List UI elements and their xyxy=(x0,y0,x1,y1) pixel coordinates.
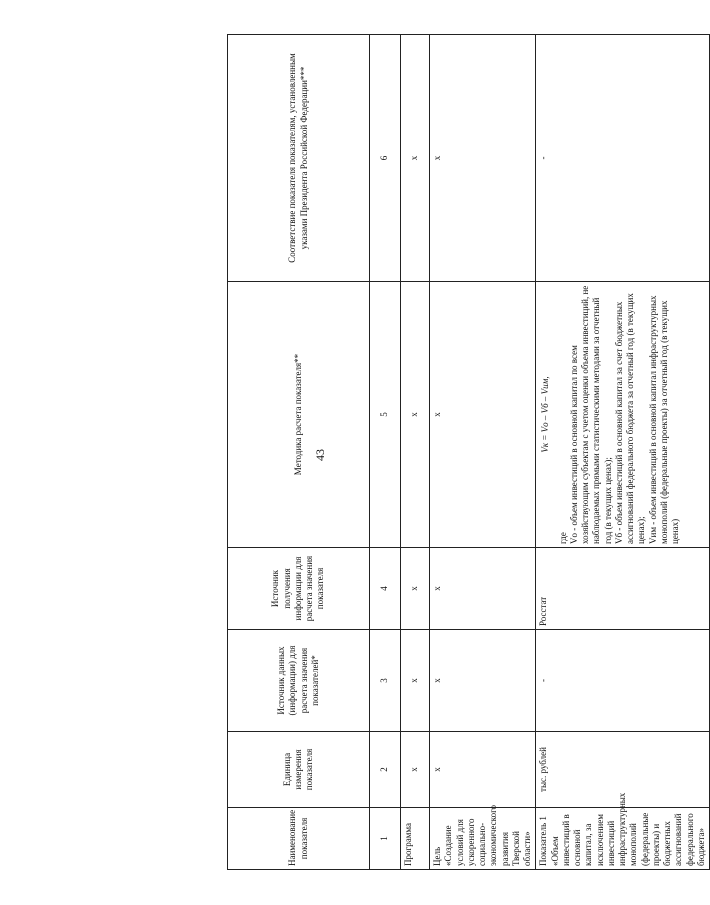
cell-method: х xyxy=(401,282,430,548)
cell-unit: х xyxy=(430,732,536,808)
table-row xyxy=(401,35,430,870)
header-name: Наименование показателя xyxy=(228,808,370,870)
formula-definition: Vим - объем инвестиций в основной капитал инфраструктурных монополий (федеральные проекты) за отчетный год (в текущих ценах) xyxy=(647,295,680,544)
header-row xyxy=(228,35,370,870)
header-match: Соответствие показателя показателям, установленным указами Президента Российской Федерации*** xyxy=(228,35,370,282)
cell-match: - xyxy=(536,35,710,282)
column-number: 5 xyxy=(370,282,401,548)
column-number: 1 xyxy=(370,808,401,870)
page-number: 43 xyxy=(313,449,327,461)
cell-info-source: х xyxy=(430,548,536,630)
header-source: Источник данных (информации) для расчета значения показателей* xyxy=(228,630,370,732)
column-number-row xyxy=(370,35,401,870)
formula-where: где xyxy=(557,532,568,544)
column-number: 3 xyxy=(370,630,401,732)
indicators-table xyxy=(227,34,710,870)
cell-match: х xyxy=(430,35,536,282)
formula: Vк = Vо – Vб – Vим, xyxy=(540,376,551,453)
column-number: 4 xyxy=(370,548,401,630)
cell-method: х xyxy=(430,282,536,548)
cell-name: Цель «Создание условий для ускоренного социально-экономического развития Тверской области» xyxy=(430,808,536,870)
cell-source: х xyxy=(430,630,536,732)
header-unit: Единица измерения показателя xyxy=(228,732,370,808)
cell-name: Программа xyxy=(401,808,430,870)
cell-method-detail xyxy=(536,282,710,548)
column-number: 6 xyxy=(370,35,401,282)
column-number: 2 xyxy=(370,732,401,808)
cell-source: х xyxy=(401,630,430,732)
cell-name: Показатель 1 «Объем инвестиций в основной капитал, за исключением инвестиций инфраструктурных монополий (федеральные проекты) и бюджетных ассигнований федерального бюджета» xyxy=(536,808,710,870)
cell-match: х xyxy=(401,35,430,282)
table-row xyxy=(536,35,710,870)
header-info-source: Источник получения информации для расчета значения показателя xyxy=(228,548,370,630)
formula-definition: Vб - объем инвестиций в основной капитал за счет бюджетных ассигнований федерального бюджета за отчетный год (в текущих ценах); xyxy=(613,293,647,544)
formula-definition: Vо - объем инвестиций в основной капитал по всем хозяйствующим субъектам с учетом оценки объема инвестиций, не наблюдаемых прямыми статистическими методами за отчетный год (в текущих ценах); xyxy=(568,285,613,544)
header-method: Методика расчета показателя** xyxy=(228,282,370,548)
rotated-table-frame xyxy=(227,35,706,870)
cell-info-source: х xyxy=(401,548,430,630)
table-row xyxy=(430,35,536,870)
cell-unit: х xyxy=(401,732,430,808)
cell-unit: тыс. рублей xyxy=(536,732,710,808)
cell-info-source: Росстат xyxy=(536,548,710,630)
cell-source: - xyxy=(536,630,710,732)
